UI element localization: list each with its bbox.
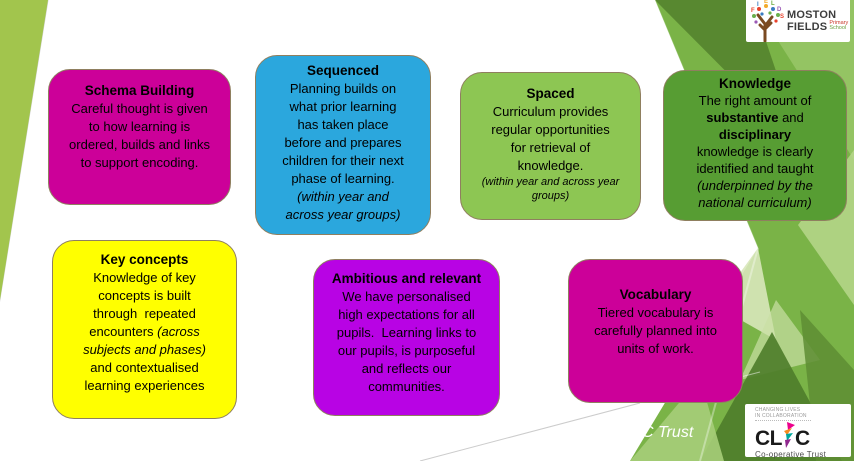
trust-tagline-line1: CHANGING LIVES: [755, 407, 801, 413]
school-logo: [746, 0, 850, 42]
card-schema-building-title: Schema Building: [84, 83, 195, 98]
trust-acronym-c: C: [795, 427, 810, 450]
card-knowledge-title: Knowledge: [718, 76, 791, 91]
card-sequenced: [255, 55, 431, 235]
school-tag-primary: Primary: [829, 19, 849, 26]
card-vocabulary-body: Tiered vocabulary is carefully planned into units of work.: [594, 305, 717, 356]
trust-acronym-cl: CL: [755, 427, 782, 450]
card-key-concepts-title: Key concepts: [100, 252, 189, 267]
school-name-top: MOSTON: [787, 8, 837, 21]
card-vocabulary-title: Vocabulary: [619, 287, 692, 302]
card-ambitious-relevant-title: Ambitious and relevant: [331, 271, 482, 286]
card-schema-building: [48, 69, 231, 205]
card-schema-building-body: Careful thought is given to how learning is ordered, builds and links to support encoding.: [69, 101, 210, 170]
trust-watermark-text: C Trust: [642, 424, 694, 441]
card-spaced: [460, 72, 641, 220]
school-tag-school: School: [829, 25, 847, 31]
svg-text:S: S: [780, 14, 785, 20]
clic-bolt-icon: [783, 422, 795, 448]
card-knowledge-body: The right amount of substantive and disciplinary knowledge is clearly identified and taught (underpinned by the national curriculum): [696, 93, 814, 210]
card-spaced-title: Spaced: [526, 86, 575, 101]
trust-tagline-line2: IN COLLABORATION: [755, 412, 807, 419]
card-vocabulary: [568, 259, 743, 403]
card-ambitious-relevant: [313, 259, 500, 416]
card-knowledge: [663, 70, 847, 221]
svg-text:I: I: [757, 2, 759, 8]
card-ambitious-relevant-body: We have personalised high expectations for all pupils. Learning links to our pupils, is purposeful and reflects our communities.: [336, 289, 477, 394]
trust-name: Co-operative Trust: [755, 450, 827, 459]
card-sequenced-title: Sequenced: [306, 63, 380, 78]
card-key-concepts: [52, 240, 237, 419]
school-name-bottom: FIELDS: [787, 20, 828, 33]
card-sequenced-body: Planning builds on what prior learning has taken place before and prepares children for their next phase of learning. (within year and across year groups): [282, 81, 404, 222]
card-key-concepts-body: Knowledge of key concepts is built through repeated encounters (across subjects and phases) and contextualised learning experiences: [83, 270, 206, 393]
card-spaced-body: Curriculum provides regular opportunities for retrieval of knowledge. (within year and across year groups): [481, 104, 620, 202]
school-tree-icon: [746, 0, 786, 42]
svg-text:D: D: [777, 7, 782, 13]
svg-text:F: F: [751, 8, 755, 14]
trust-logo: [745, 404, 851, 457]
svg-text:E: E: [764, 0, 769, 5]
svg-text:L: L: [771, 1, 775, 7]
